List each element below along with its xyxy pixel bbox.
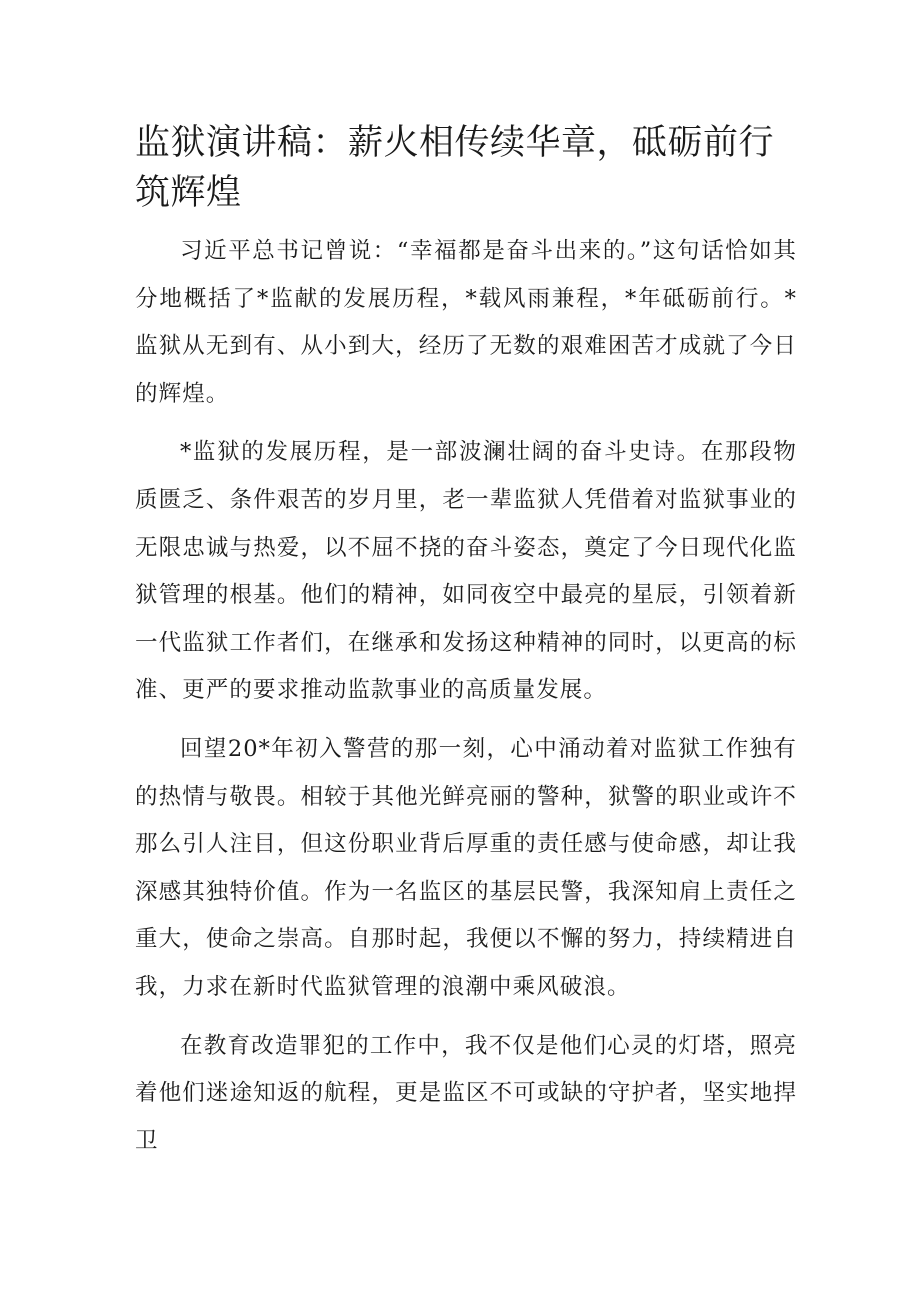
paragraph-2: *监狱的发展历程，是一部波澜壮阔的奋斗史诗。在那段物质匮乏、条件艰苦的岁月里，老一辈监狱人凭借着对监狱事业的无限忠诚与热爱，以不屈不挠的奋斗姿态，奠定了今日现代化监狱管理的根基。他们的精神，如同夜空中最亮的星辰，引领着新一代监狱工作者们，在继承和发扬这种精神的同时，以更高的标准、更严的要求推动监款事业的高质量发展。 bbox=[135, 439, 797, 704]
document-title: 监狱演讲稿：薪火相传续华章，砥砺前行筑辉煌 bbox=[135, 123, 775, 213]
paragraph-4: 在教育改造罪犯的工作中，我不仅是他们心灵的灯塔，照亮着他们迷途知返的航程，更是监区不可或缺的守护者，坚实地捍卫 bbox=[135, 1032, 797, 1154]
paragraph-3: 回望20*年初入警营的那一刻，心中涌动着对监狱工作独有的热情与敬畏。相较于其他光鲜亮丽的警种，狱警的职业或许不那么引人注目，但这份职业背后厚重的责任感与使命感，却让我深感其独特价值。作为一名监区的基层民警，我深知肩上责任之重大，使命之崇高。自那时起，我便以不懈的努力，持续精进自我，力求在新时代监狱管理的浪潮中乘风破浪。 bbox=[135, 735, 797, 1000]
paragraph-1: 习近平总书记曾说：“幸福都是奋斗出来的。”这句话恰如其分地概括了*监献的发展历程，*载风雨兼程，*年砥砺前行。*监狱从无到有、从小到大，经历了无数的艰难困苦才成就了今日的辉煌。 bbox=[135, 238, 797, 407]
document-body bbox=[135, 228, 797, 1176]
